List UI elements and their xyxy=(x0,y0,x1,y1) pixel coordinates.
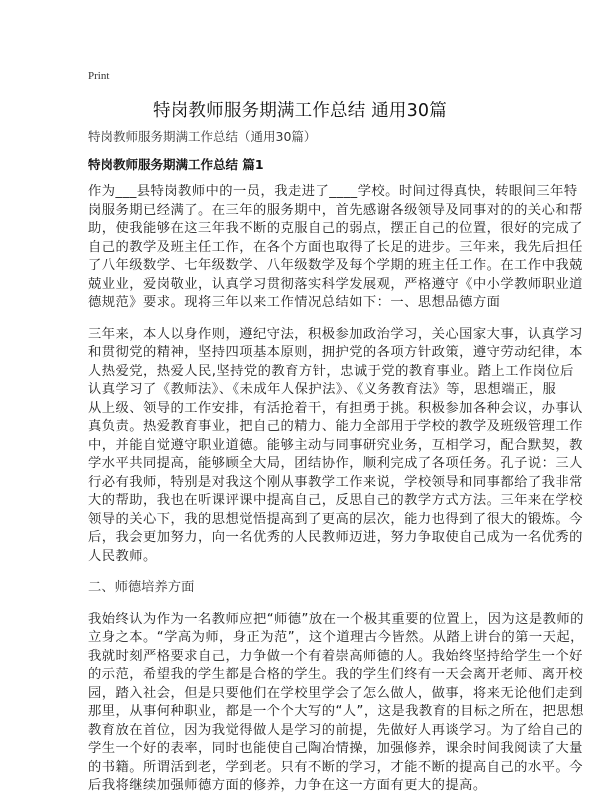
paragraph-line: 人民教师。 xyxy=(88,548,157,564)
paragraph-line: 人热爱党，热爱人民,坚持党的教育方针，忠诚于党的教育事业。踏上工作岗位后 xyxy=(88,363,574,379)
paragraph-line: 立身之本。“学高为师，身正为范”，这个道理古今皆然。从踏上讲台的第一天起， xyxy=(88,630,584,645)
paragraph-line: 作为___县特岗教师中的一员，我走进了____学校。时间过得真快，转眼间三年特 xyxy=(88,184,578,199)
paragraph-line: 的示范，希望我的学生都是合格的学生。我的学生们终有一天会离开老师、离开校 xyxy=(88,667,583,682)
paragraph-line: 我始终认为作为一名教师应把“师德”放在一个极其重要的位置上，因为这是教师的 xyxy=(88,611,584,627)
paragraph-2 xyxy=(88,326,583,567)
article-heading: 特岗教师服务期满工作总结 篇1 xyxy=(88,157,264,172)
paragraph-line: 学生一个好的表率，同时也能使自己陶冶情操，加强修养，课余时间我阅读了大量 xyxy=(88,741,583,756)
paragraph-line: 园，踏入社会，但是只要他们在学校里学会了怎么做人，做事，将来无论他们走到 xyxy=(88,685,583,701)
paragraph-line: 后，我会更加努力，向一名优秀的人民教师迈进，努力争取使自己成为一名优秀的 xyxy=(88,530,583,545)
paragraph-line: 岗服务期已经满了。在三年的服务期中，首先感谢各级领导及同事对的的关心和帮 xyxy=(88,202,583,218)
paragraph-line: 领导的关心下，我的思想觉悟提高到了更高的层次，能力也得到了很大的锻炼。今 xyxy=(88,511,583,527)
paragraph-line: 学水平共同提高，能够顾全大局，团结协作，顺利完成了各项任务。孔子说：三人 xyxy=(88,456,583,471)
paragraph-line: 真负责。热爱教育事业，把自己的精力、能力全部用于学校的教学及班级管理工作 xyxy=(88,419,583,434)
paragraph-line: 了八年级数学、七年级数学、八年级数学及每个学期的班主任工作。在工作中我兢 xyxy=(88,258,583,273)
paragraph-line: 后我将继续加强师德方面的修养，力争在这一方面有更大的提高。 xyxy=(88,778,487,793)
paragraph-line: 行必有我师，特别是对我这个刚从事教学工作来说，学校领导和同事都给了我非常 xyxy=(88,474,583,490)
paragraph-line: 和贯彻党的精神，坚持四项基本原则，拥护党的各项方针政策，遵守劳动纪律，本 xyxy=(88,345,583,360)
paragraph-line: 教育放在首位，因为我觉得做人是学习的前提，先做好人再谈学习。为了给自己的 xyxy=(88,722,583,738)
paragraph-line: 大的帮助，我也在听课评课中提高自己，反思自己的教学方式方法。三年来在学校 xyxy=(88,493,583,508)
paragraph-line: 三年来，本人以身作则，遵纪守法，积极参加政治学习，关心国家大事，认真学习 xyxy=(88,326,583,342)
paragraph-1 xyxy=(88,183,583,313)
paragraph-line: 中，并能自觉遵守职业道德。能够主动与同事研究业务，互相学习，配合默契，教 xyxy=(88,437,583,453)
paragraph-line: 那里，从事何种职业，都是一个个大写的“人”，这是我教育的目标之所在，把思想 xyxy=(88,704,584,719)
paragraph-line: 认真学习了《教师法》、《未成年人保护法》、《义务教育法》等，思想端正，服 xyxy=(88,382,557,397)
document-subtitle: 特岗教师服务期满工作总结（通用30篇） xyxy=(88,129,317,144)
paragraph-line: 我就时刻严格要求自己，力争做一个有着崇高师德的人。我始终坚持给学生一个好 xyxy=(88,648,583,664)
print-label: Print xyxy=(88,70,110,82)
paragraph-line: 德规范》要求。现将三年以来工作情况总结如下：一、思想品德方面 xyxy=(88,295,501,310)
paragraph-line: 助，使我能够在这三年我不断的克服自己的弱点，摆正自己的位置，很好的完成了 xyxy=(88,221,583,236)
paragraph-line: 兢业业，爱岗敬业，认真学习贯彻落实科学发展观，严格遵守《中小学教师职业道 xyxy=(88,276,583,292)
paragraph-3 xyxy=(88,611,584,796)
paragraph-line: 从上级、领导的工作安排，有活抢着干，有担勇于挑。积极参加各种会议，办事认 xyxy=(88,400,583,416)
document-page xyxy=(88,68,584,796)
document-title: 特岗教师服务期满工作总结 通用30篇 xyxy=(153,101,447,121)
paragraph-line: 的书籍。所谓活到老，学到老。只有不断的学习，才能不断的提高自己的水平。今 xyxy=(88,759,583,775)
section-2-title: 二、师德培养方面 xyxy=(88,580,195,595)
paragraph-line: 自己的教学及班主任工作，在各个方面也取得了长足的进步。三年来，我先后担任 xyxy=(88,239,583,255)
